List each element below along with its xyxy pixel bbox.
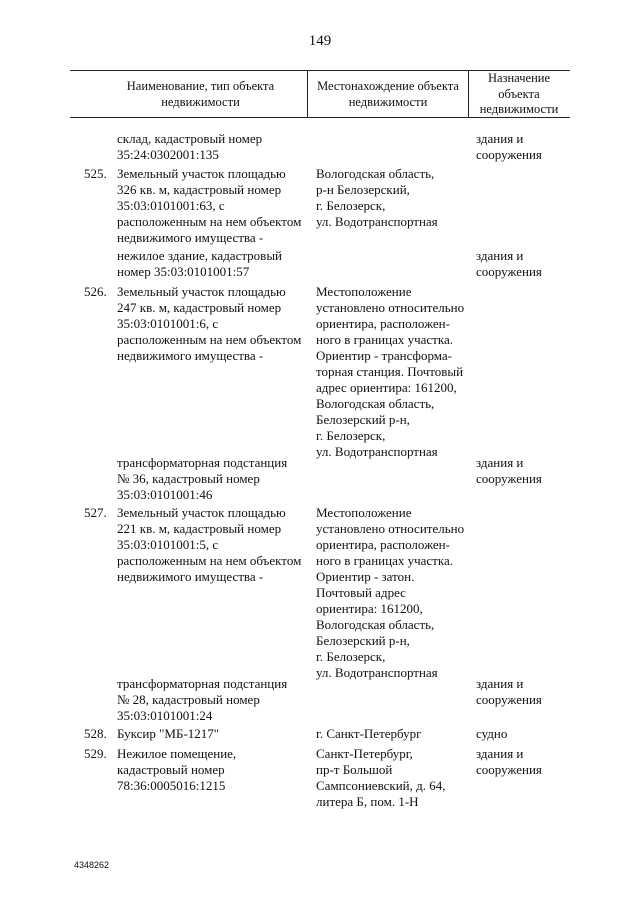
row-name: трансформаторная подстанция № 36, кадастровый номер 35:03:0101001:46 (117, 455, 288, 502)
row-number: 529. (84, 746, 107, 761)
row-number: 525. (84, 166, 107, 181)
row-name: Нежилое помещение, кадастровый номер 78:36:0005016:1215 (117, 746, 237, 793)
header-divider-2 (468, 70, 469, 117)
row-location: г. Санкт-Петербург (316, 726, 422, 741)
row-number: 528. (84, 726, 107, 741)
header-purpose: Назначение объекта недвижимости (479, 71, 559, 116)
row-purpose: здания и сооружения (476, 746, 542, 777)
row-name: Земельный участок площадью 247 кв. м, кадастровый номер 35:03:0101001:6, с расположенным на нем объектом недвижимого имущества - (117, 284, 302, 363)
row-number: 526. (84, 284, 107, 299)
row-purpose: здания и сооружения (476, 455, 542, 486)
row-name: Буксир "МБ-1217" (117, 726, 220, 741)
row-name: Земельный участок площадью 326 кв. м, кадастровый номер 35:03:0101001:63, с расположенным на нем объектом недвижимого имущества - (117, 166, 302, 245)
row-name: Земельный участок площадью 221 кв. м, кадастровый номер 35:03:0101001:5, с расположенным на нем объектом недвижимого имущества - (117, 505, 302, 584)
header-name: Наименование, тип объекта недвижимости (126, 79, 275, 109)
row-number: 527. (84, 505, 107, 520)
header-location: Местонахождение объекта недвижимости (317, 79, 459, 109)
row-purpose: здания и сооружения (476, 248, 542, 279)
footer-code: 4348262 (74, 860, 110, 870)
row-name: нежилое здание, кадастровый номер 35:03:0101001:57 (117, 248, 283, 279)
row-purpose: здания и сооружения (476, 676, 542, 707)
row-name: склад, кадастровый номер 35:24:0302001:135 (117, 131, 263, 162)
row-purpose: здания и сооружения (476, 131, 542, 162)
row-purpose: судно (476, 726, 508, 741)
row-location: Вологодская область, р-н Белозерский, г. Белозерск, ул. Водотранспортная (316, 166, 438, 229)
page-number: 149 (308, 33, 332, 49)
row-location: Местоположение установлено относительно ориентира, расположен- ного в границах участка. Ориентир - затон. Почтовый адрес ориентира: 161200, Вологодская область, Белозерский р-н, г. Белозерск, ул. Водотранспортная (316, 505, 465, 680)
row-name: трансформаторная подстанция № 28, кадастровый номер 35:03:0101001:24 (117, 676, 288, 723)
header-divider-1 (307, 70, 308, 117)
row-location: Санкт-Петербург, пр-т Большой Сампсониевский, д. 64, литера Б, пом. 1-Н (316, 746, 446, 809)
row-location: Местоположение установлено относительно ориентира, расположен- ного в границах участка. Ориентир - трансформа- торная станция. Почтовый адрес ориентира: 161200, Вологодская область, Белозерский р-н, г. Белозерск, ул. Водотранспортная (316, 284, 465, 459)
